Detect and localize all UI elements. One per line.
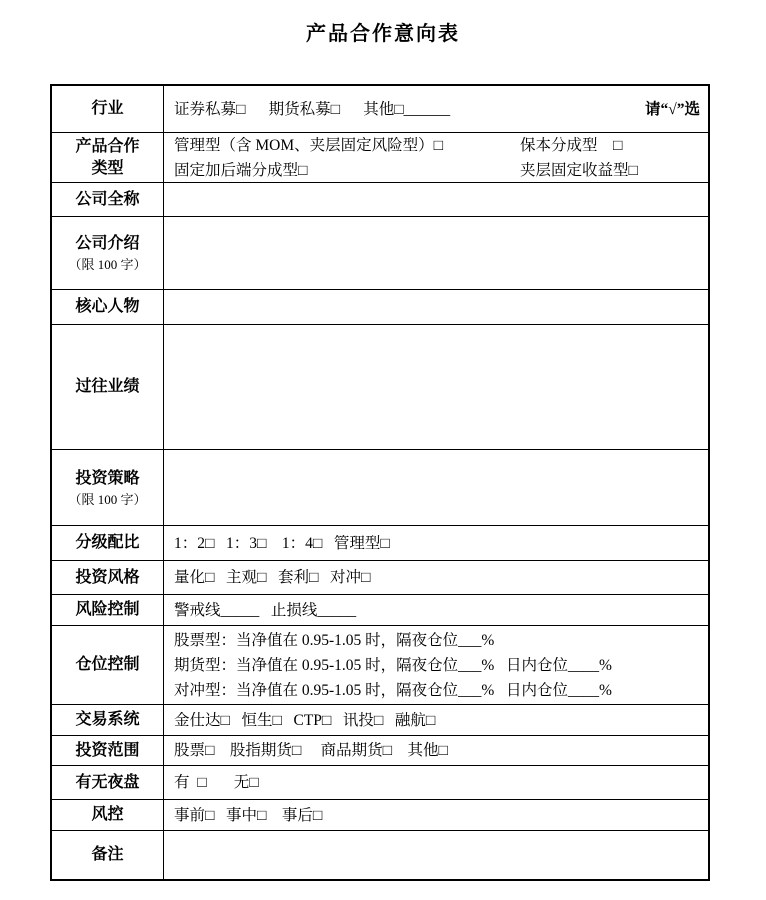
table-row-cooperation-type [52,132,708,182]
table-row-company-intro [52,216,708,289]
row-label: 公司介绍 （限 100 字） [52,217,164,289]
row-label: 行业 [52,86,164,132]
table-row-remarks [52,830,708,879]
row-label: 公司全称 [52,183,164,216]
table-row-night-session [52,765,708,799]
cooperation-type-option: 保本分成型 □ [520,136,623,154]
row-label: 投资策略 （限 100 字） [52,450,164,525]
cooperation-type-line-2 [174,158,702,183]
row-content [164,626,708,704]
table-row-track-record [52,324,708,449]
core-people-field [164,290,708,324]
table-row-risk-control [52,594,708,625]
position-control-line-stock: 股票型：当净值在 0.95-1.05 时，隔夜仓位___% [174,631,495,649]
row-label: 风险控制 [52,595,164,625]
investment-strategy-field [164,450,708,525]
table-row-tranche-ratio [52,525,708,560]
tick-instruction: 请“√”选 [644,100,700,118]
row-label: 投资风格 [52,561,164,594]
row-label: 风控 [52,800,164,830]
company-name-field [164,183,708,216]
row-label: 过往业绩 [52,325,164,449]
label-limit-note: （限 100 字） [68,257,147,272]
row-label: 分级配比 [52,526,164,560]
table-row-company-name [52,182,708,216]
row-label: 交易系统 [52,705,164,735]
cooperation-type-option: 夹层固定收益型□ [520,161,638,179]
table-row-position-control [52,625,708,704]
company-intro-field [164,217,708,289]
risk-management-options: 事前□ 事中□ 事后□ [174,806,323,824]
cooperation-type-option: 固定加后端分成型□ [174,161,308,179]
track-record-field [164,325,708,449]
table-row-investment-strategy [52,449,708,525]
table-row-investment-scope [52,735,708,765]
table-row-core-people [52,289,708,324]
trading-system-options: 金仕达□ 恒生□ CTP□ 讯投□ 融航□ [174,711,436,729]
investment-style-options: 量化□ 主观□ 套利□ 对冲□ [174,569,371,586]
label-limit-note: （限 100 字） [68,491,147,507]
row-content [164,133,708,182]
cooperation-intent-form-table [50,84,710,881]
table-row-trading-system [52,704,708,735]
risk-control-fields: 警戒线_____ 止损线_____ [174,601,357,619]
row-label: 核心人物 [52,290,164,324]
table-row-investment-style [52,560,708,594]
page-title: 产品合作意向表 [306,23,460,45]
night-session-options: 有 □ 无□ [174,774,259,791]
table-row-industry [52,86,708,132]
row-label: 有无夜盘 [52,766,164,799]
industry-options: 证券私募□ 期货私募□ 其他□______ [174,100,451,118]
position-control-line-futures: 期货型：当净值在 0.95-1.05 时，隔夜仓位___% 日内仓位____% [174,656,612,674]
remarks-field [164,831,708,879]
position-control-line-hedge: 对冲型：当净值在 0.95-1.05 时，隔夜仓位___% 日内仓位____% [174,681,612,699]
row-label: 备注 [52,831,164,879]
table-row-risk-management [52,799,708,830]
tranche-ratio-options: 1：2□ 1：3□ 1：4□ 管理型□ [174,534,390,552]
row-label: 产品合作 类型 [52,133,164,182]
cooperation-type-line-1 [174,133,702,158]
row-label: 仓位控制 [52,626,164,704]
row-label: 投资范围 [52,736,164,765]
investment-scope-options: 股票□ 股指期货□ 商品期货□ 其他□ [174,742,448,759]
row-content [164,86,708,132]
cooperation-type-option: 管理型（含 MOM、夹层固定风险型）□ [174,136,443,154]
